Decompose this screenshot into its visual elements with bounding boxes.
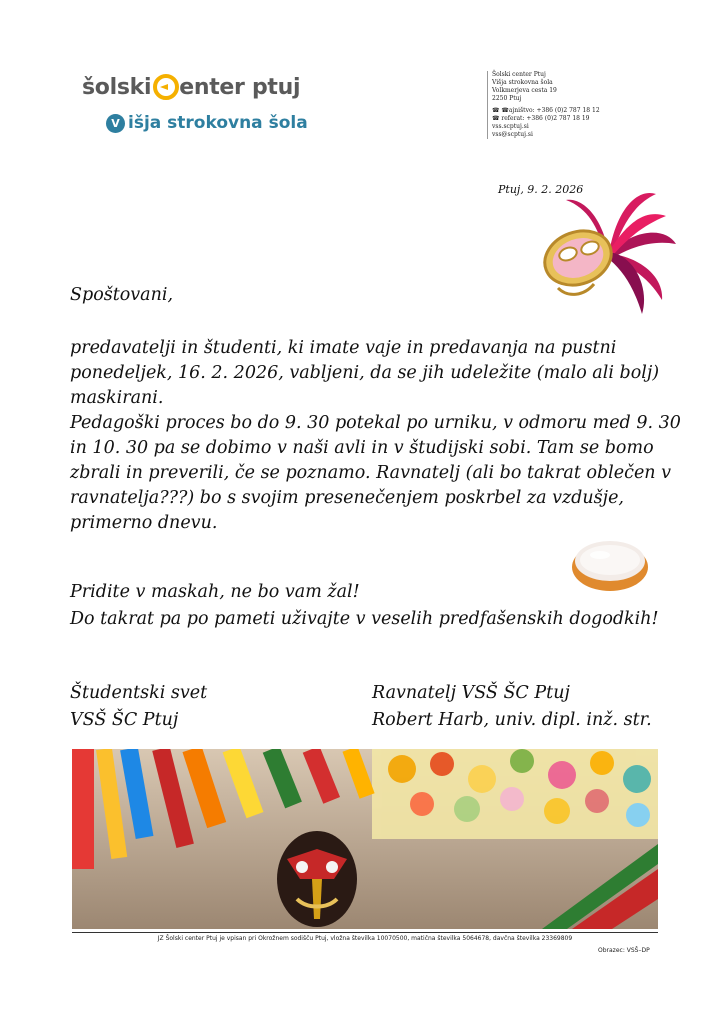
college-name: išja strokovna šola — [128, 113, 308, 133]
letter-body — [70, 336, 681, 536]
email: vss@scptuj.si — [492, 131, 533, 138]
website: vss.scptuj.si — [492, 123, 529, 130]
kurent-mask — [277, 831, 357, 927]
body-line: maskirani. — [70, 388, 164, 408]
phone-referat: ☎ referat: +386 (0)2 787 18 19 — [492, 115, 590, 122]
body-line: primerno dnevu. — [70, 513, 218, 533]
address-line: 2250 Ptuj — [492, 95, 522, 102]
body-line: Pedagoški proces bo do 9. 30 potekal po urniku, v odmoru med 9. 30 — [70, 413, 681, 433]
body-line: ravnatelja???) bo s svojim presenečenjem poskrbel za vzdušje, — [70, 488, 624, 508]
footer-registration: JZ Šolski center Ptuj je vpisan pri Okrožnem sodišču Ptuj, vložna številka 10070500, matična številka 5064678, davčna številka 23369809 — [157, 935, 573, 942]
logo-c-arrow-icon — [153, 74, 179, 100]
signature-director — [372, 680, 652, 734]
signature-line: Študentski svet — [70, 683, 208, 703]
logo-text-part2: enter ptuj — [179, 74, 301, 100]
address-block — [487, 71, 632, 139]
body-line: zbrali in preverili, če se poznamo. Ravnatelj (ali bo takrat oblečen v — [70, 463, 672, 483]
letter-date: Ptuj, 9. 2. 2026 — [498, 183, 584, 196]
college-logo — [106, 113, 308, 133]
school-logo — [82, 74, 300, 100]
greeting: Spoštovani, — [70, 285, 174, 305]
closing — [70, 579, 659, 633]
footer-divider — [72, 932, 658, 933]
phone-secretariat: ☎ ☎ajništvo: +386 (0)2 787 18 12 — [492, 107, 600, 114]
logo-v-mark: V — [106, 114, 125, 133]
closing-line: Do takrat pa po pameti uživajte v veselih predfašenskih dogodkih! — [70, 609, 659, 629]
body-line: ponedeljek, 16. 2. 2026, vabljeni, da se jih udeležite (malo ali bolj) — [70, 363, 660, 383]
mask-face — [538, 222, 619, 294]
logo-text-part1: šolski — [82, 74, 152, 100]
kurent-carnival-banner-image — [72, 749, 658, 929]
signature-line: Robert Harb, univ. dipl. inž. str. — [372, 710, 652, 730]
signature-line: VSŠ ŠC Ptuj — [70, 710, 179, 730]
closing-line: Pridite v maskah, ne bo vam žal! — [70, 582, 360, 602]
address-line: Šolski center Ptuj — [492, 71, 546, 78]
body-line: predavatelji in študenti, ki imate vaje in predavanja na pustni — [70, 338, 617, 358]
form-code: Obrazec: VSŠ–DP — [598, 947, 650, 954]
address-line: Višja strokovna šola — [492, 79, 553, 86]
signature-line: Ravnatelj VSŠ ŠC Ptuj — [372, 683, 570, 703]
body-line: in 10. 30 pa se dobimo v naši avli in v študijski sobi. Tam se bomo — [70, 438, 654, 458]
carnival-mask-image — [538, 188, 678, 318]
address-line: Volkmerjeva cesta 19 — [492, 87, 557, 94]
signature-student-council — [70, 680, 207, 734]
